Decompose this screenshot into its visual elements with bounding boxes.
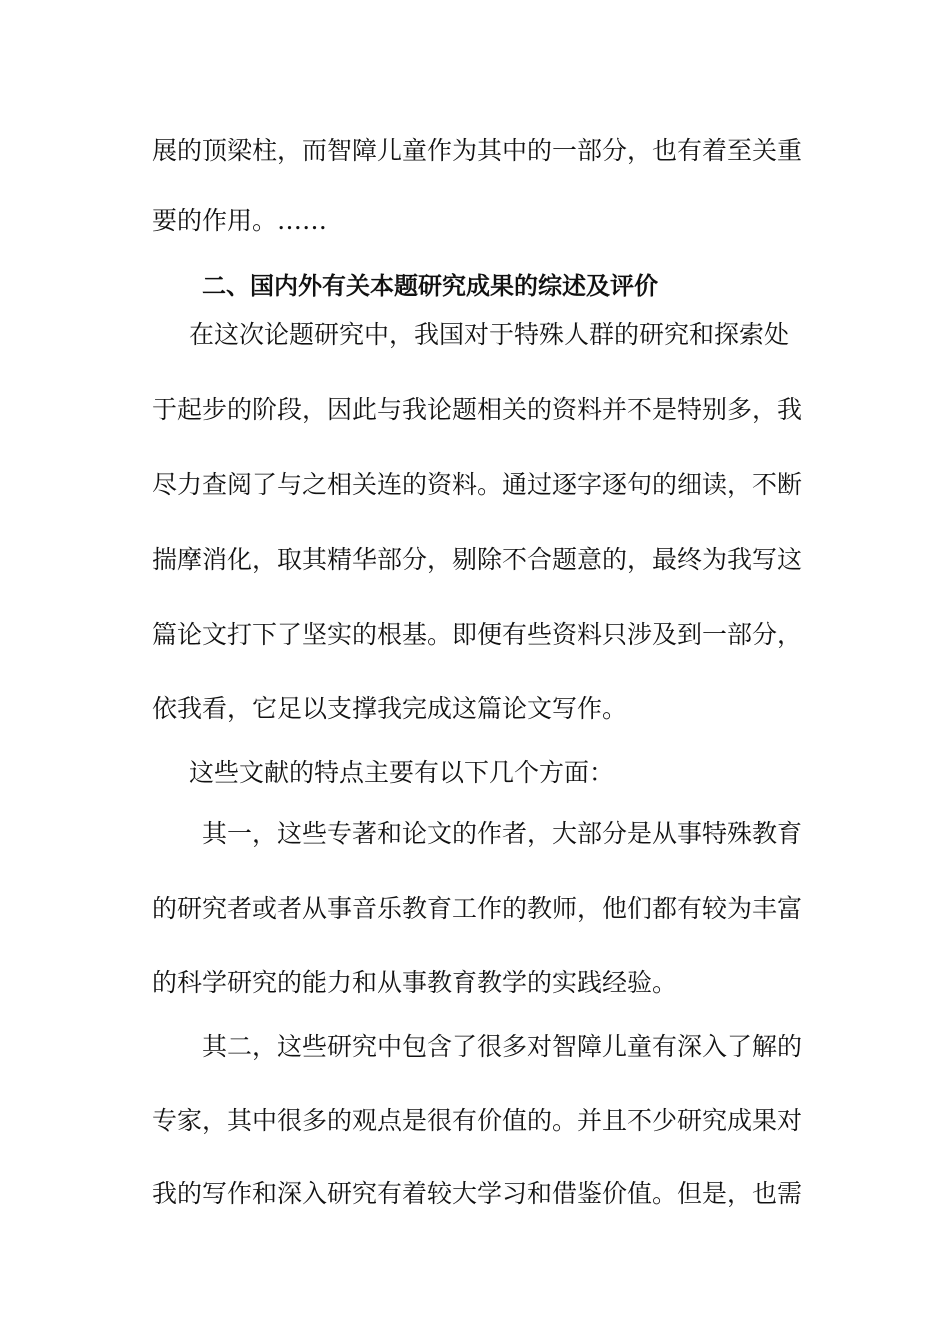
text-line: 这些文献的特点主要有以下几个方面： bbox=[189, 758, 615, 787]
text-line: 我的写作和深入研究有着较大学习和借鉴价值。但是，也需 bbox=[152, 1179, 803, 1208]
text-line: 依我看，它足以支撑我完成这篇论文写作。 bbox=[152, 694, 628, 723]
text-line: 揣摩消化，取其精华部分，剔除不合题意的，最终为我写这 bbox=[152, 545, 803, 574]
text-line: 尽力查阅了与之相关连的资料。通过逐字逐句的细读，不断 bbox=[152, 470, 803, 499]
text-line: 其一，这些专著和论文的作者，大部分是从事特殊教育 bbox=[202, 819, 803, 848]
text-line: 其二，这些研究中包含了很多对智障儿童有深入了解的 bbox=[202, 1032, 803, 1061]
text-line: 专家，其中很多的观点是很有价值的。并且不少研究成果对 bbox=[152, 1106, 803, 1135]
text-line: 于起步的阶段，因此与我论题相关的资料并不是特别多，我 bbox=[152, 395, 803, 424]
text-line: 篇论文打下了坚实的根基。即便有些资料只涉及到一部分， bbox=[152, 620, 803, 649]
text-line: 展的顶梁柱，而智障儿童作为其中的一部分，也有着至关重 bbox=[152, 136, 803, 165]
text-line: 的科学研究的能力和从事教育教学的实践经验。 bbox=[152, 968, 678, 997]
text-line: 的研究者或者从事音乐教育工作的教师，他们都有较为丰富 bbox=[152, 894, 803, 923]
section-heading: 二、国内外有关本题研究成果的综述及评价 bbox=[202, 272, 658, 300]
text-line: 要的作用。…… bbox=[152, 206, 328, 235]
text-line: 在这次论题研究中，我国对于特殊人群的研究和探索处 bbox=[189, 320, 790, 349]
